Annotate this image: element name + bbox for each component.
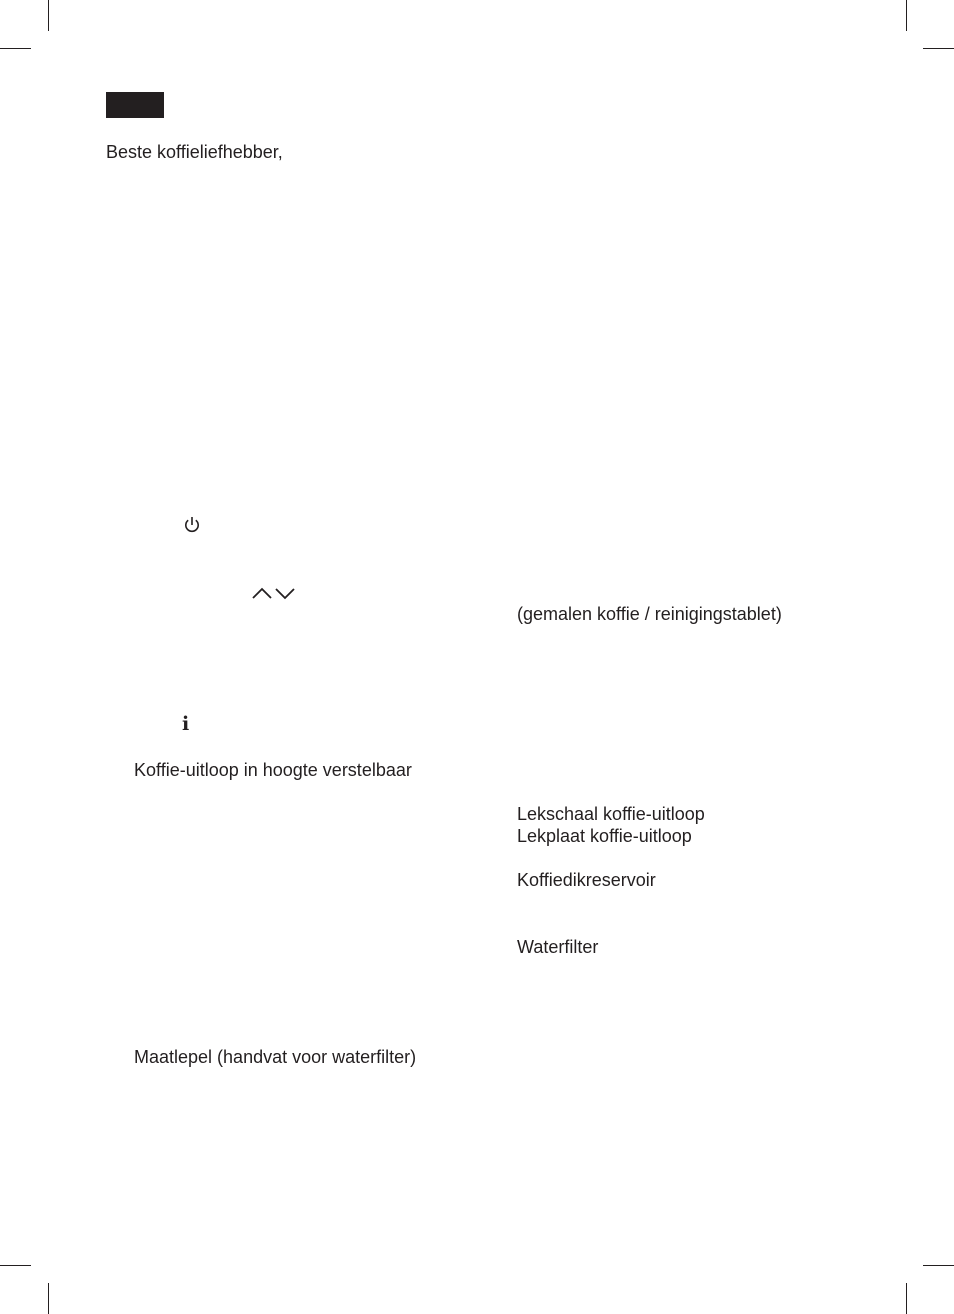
- label-spoon: Maatlepel (handvat voor waterfilter): [134, 1047, 417, 1067]
- language-tab: [106, 92, 164, 118]
- crop-mark-top-left-v: [48, 0, 49, 31]
- label-filter: Waterfilter: [517, 937, 599, 957]
- label-grounds: Koffiedikreservoir: [517, 870, 656, 890]
- crop-mark-bottom-right-v: [906, 1283, 907, 1314]
- crop-mark-top-left-h: [0, 48, 31, 49]
- crop-mark-bottom-left-v: [48, 1283, 49, 1314]
- greeting: Beste koffieliefhebber,: [106, 142, 283, 162]
- label-drip-tray: Lekschaal koffie-uitloop: [517, 804, 705, 824]
- label-powder: (gemalen koffie / reinigingstablet): [517, 604, 782, 624]
- label-drip-plate: Lekplaat koffie-uitloop: [517, 826, 692, 846]
- crop-mark-top-right-h: [923, 48, 954, 49]
- crop-mark-top-right-v: [906, 0, 907, 31]
- info-icon: i: [182, 713, 190, 735]
- label-spout: Koffie-uitloop in hoogte verstelbaar: [134, 760, 412, 780]
- crop-mark-bottom-left-h: [0, 1265, 31, 1266]
- power-icon: [182, 515, 202, 535]
- chevron-up-down-icon: [251, 585, 297, 603]
- crop-mark-bottom-right-h: [923, 1265, 954, 1266]
